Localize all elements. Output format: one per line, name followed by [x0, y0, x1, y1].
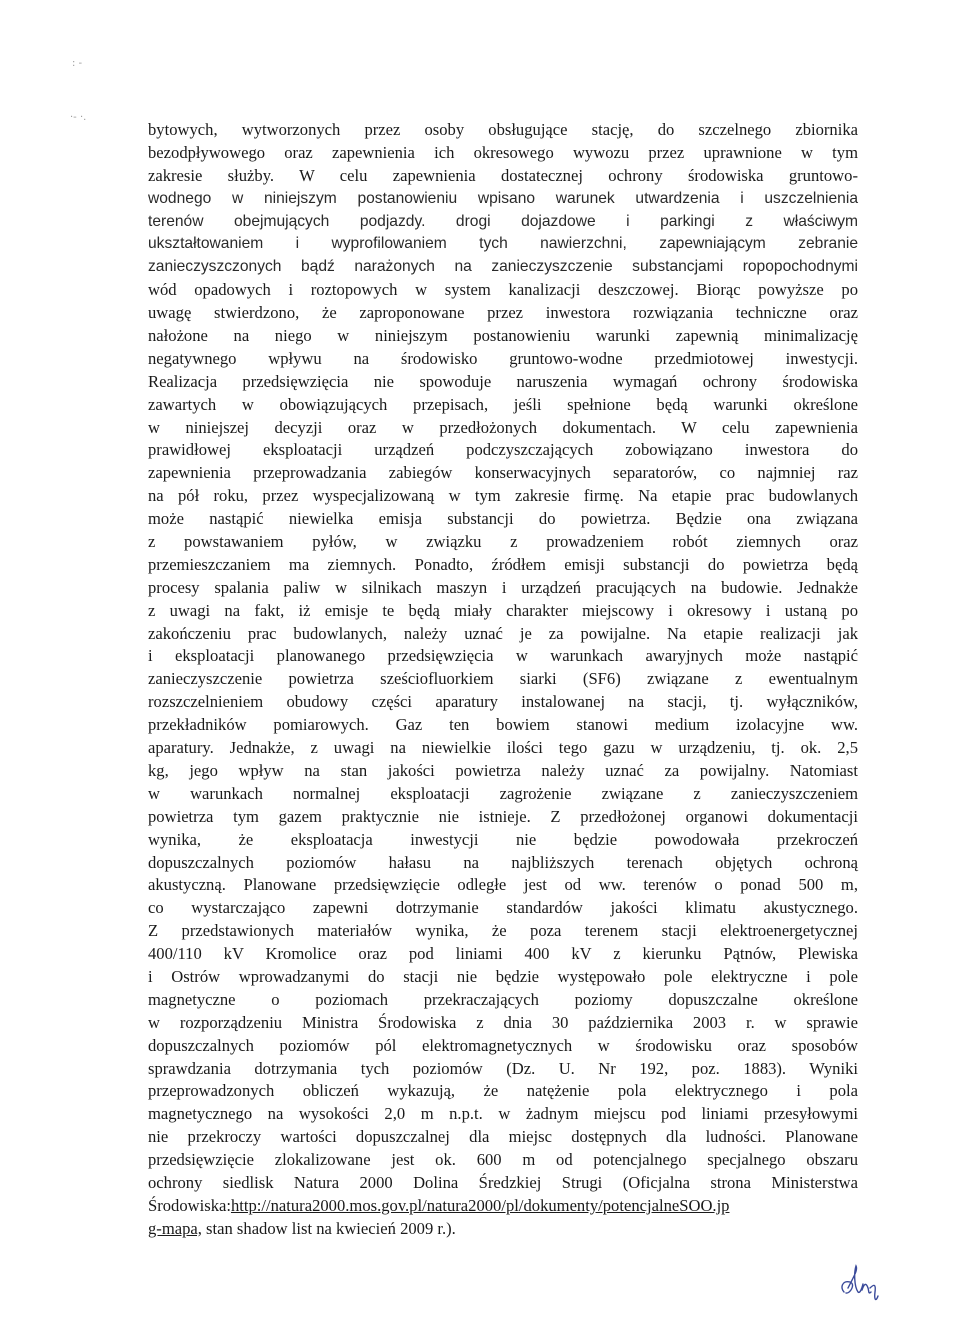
text-line: aparatury. Jednakże, z uwagi na niewielkie ilości tego gazu w urządzeniu, tj. ok. 2,5 [148, 738, 858, 758]
text-line: wynika, że eksploatacja inwestycji nie będzie powodowała przekroczeń [148, 829, 858, 849]
scan-artifact-mark: ·- ·. [70, 112, 87, 123]
text-line: i Ostrów wprowadzanymi do stacji nie będzie występowało pole elektryczne i pole [148, 966, 858, 986]
text-line: co wystarczająco zapewni dotrzymanie standardów jakości klimatu akustycznego. [148, 898, 858, 918]
text-line: może nastąpić niewielka emisja substancji do powietrza. Będzie ona związana [148, 509, 858, 529]
text-line: zanieczyszczonych bądź narażonych na zanieczyszczenie substancjami ropopochodnymi [148, 258, 858, 276]
text-line: uwagę stwierdzono, że zaproponowane przez inwestora rozwiązania techniczne oraz [148, 303, 858, 323]
text-line: w rozporządzeniu Ministra Środowiska z dnia 30 października 2003 r. w sprawie [148, 1012, 858, 1032]
text-line: przekładników pomiarowych. Gaz ten bowiem stanowi medium izolacyjne ww. [148, 715, 858, 735]
text-line: bezodpływowego oraz zapewnienia ich okresowego wywozu przez uprawnione w tym [148, 142, 858, 162]
text-line: przeprowadzonych obliczeń wykazują, że natężenie pola elektrycznego i pola [148, 1081, 858, 1101]
text-line: wód opadowych i roztopowych w system kanalizacji deszczowej. Biorąc powyższe po [148, 280, 858, 300]
text-line: negatywnego wpływu na środowisko gruntowo-wodne przedmiotowej inwestycji. [148, 348, 858, 368]
text-segment: stan shadow list na kwiecień 2009 r.). [201, 1218, 456, 1238]
text-line: zanieczyszczenie powietrza sześciofluorkiem siarki (SF6) związane z ewentualnym [148, 669, 858, 689]
reference-url-link[interactable]: http://natura2000.mos.gov.pl/natura2000/pl/dokumenty/potencjalneSOO.jp [230, 1195, 730, 1215]
text-line: kg, jego wpływ na stan jakości powietrza należy uznać za powijalny. Natomiast [148, 760, 858, 780]
text-line: Z przedstawionych materiałów wynika, że poza terenem stacji elektroenergetycznej [148, 921, 858, 941]
text-line: Realizacja przedsięwzięcia nie spowoduje naruszenia wymagań ochrony środowiska [148, 371, 858, 391]
text-line: magnetycznego na wysokości 2,0 m n.p.t. w żadnym miejscu pod liniami przesyłowymi [148, 1104, 858, 1124]
text-line: z powstawaniem pyłów, w związku z prowadzeniem robót ziemnych oraz [148, 532, 858, 552]
text-line: ukształtowaniem i wyprofilowaniem tych nawierzchni, zapewniającym zebranie [148, 235, 858, 253]
text-segment: Środowiska: [148, 1195, 231, 1215]
text-line: powietrza tym gazem praktycznie nie istnieje. Z przedłożonej organowi dokumentacji [148, 806, 858, 826]
document-body-text [148, 119, 858, 1241]
text-line: zawartych w obowiązujących przepisach, jeśli spełnione będą warunki określone [148, 394, 858, 414]
text-line: magnetyczne o poziomach przekraczających poziomy dopuszczalne określone [148, 989, 858, 1009]
scan-artifact-mark: : - [72, 58, 83, 69]
text-line: akustyczną. Planowane przedsięwzięcie odległe jest od ww. terenów o ponad 500 m, [148, 875, 858, 895]
text-line: zakończeniu prac budowlanych, należy uznać je za powijalne. Na etapie realizacji jak [148, 623, 858, 643]
text-line: przemieszczaniem ma ziemnych. Ponadto, źródłem emisji substancji do powietrza będą [148, 554, 858, 574]
text-line: 400/110 kV Kromolice oraz pod liniami 400 kV z kierunku Pątnów, Plewiska [148, 944, 858, 964]
text-line: zakresie służby. W celu zapewnienia dostatecznej ochrony środowiska gruntowo- [148, 165, 858, 185]
text-line: z uwagi na fakt, iż emisje te będą miały charakter miejscowy i okresowy i ustaną po [148, 600, 858, 620]
text-line: nie przekroczy wartości dopuszczalnej dla miejsc dostępnych dla ludności. Planowane [148, 1127, 858, 1147]
text-line: procesy spalania paliw w silnikach maszyn i urządzeń pracujących na budowie. Jednakże [148, 577, 858, 597]
text-line-final [148, 1218, 858, 1241]
text-line: dopuszczalnych poziomów pól elektromagnetycznych w środowisku oraz sposobów [148, 1035, 858, 1055]
text-line: w warunkach normalnej eksploatacji zagrożenie związane z zanieczyszczeniem [148, 783, 858, 803]
text-line: nałożone na niego w niniejszym postanowieniu warunki zapewnią minimalizację [148, 326, 858, 346]
text-line: i eksploatacji planowanego przedsięwzięcia w warunkach awaryjnych może nastąpić [148, 646, 858, 666]
handwritten-signature [838, 1262, 888, 1304]
text-line: na pół roku, przez wyspecjalizowaną w tym zakresie firmę. Na etapie prac budowlanych [148, 486, 858, 506]
text-line: przedsięwzięcie zlokalizowane jest ok. 600 m od potencjalnego specjalnego obszaru [148, 1150, 858, 1170]
text-line: dopuszczalnych poziomów hałasu na najbliższych terenach objętych ochroną [148, 852, 858, 872]
reference-url-link-continued[interactable]: g-mapa, [148, 1218, 202, 1238]
text-line: w niniejszej decyzji oraz w przedłożonych dokumentach. W celu zapewnienia [148, 417, 858, 437]
text-line-with-link [148, 1195, 858, 1218]
text-line: ochrony siedlisk Natura 2000 Dolina Średzkiej Strugi (Oficjalna strona Ministerstwa [148, 1172, 858, 1192]
text-line: prawidłowej eksploatacji urządzeń podczyszczających zobowiązano inwestora do [148, 440, 858, 460]
text-line: bytowych, wytworzonych przez osoby obsługujące stację, do szczelnego zbiornika [148, 120, 858, 139]
text-line: terenów obejmujących podjazdy. drogi dojazdowe i parkingi z właściwym [148, 212, 858, 230]
text-line: wodnego w niniejszym postanowieniu wpisano warunek utwardzenia i uszczelnienia [148, 189, 858, 207]
text-line: sprawdzania dotrzymania tych poziomów (Dz. U. Nr 192, poz. 1883). Wyniki [148, 1058, 858, 1078]
text-line: zapewnienia przeprowadzania zabiegów konserwacyjnych separatorów, co najmniej raz [148, 463, 858, 483]
text-line: rozszczelnieniem obudowy części aparatury instalowanej na stacji, tj. wyłączników, [148, 692, 858, 712]
